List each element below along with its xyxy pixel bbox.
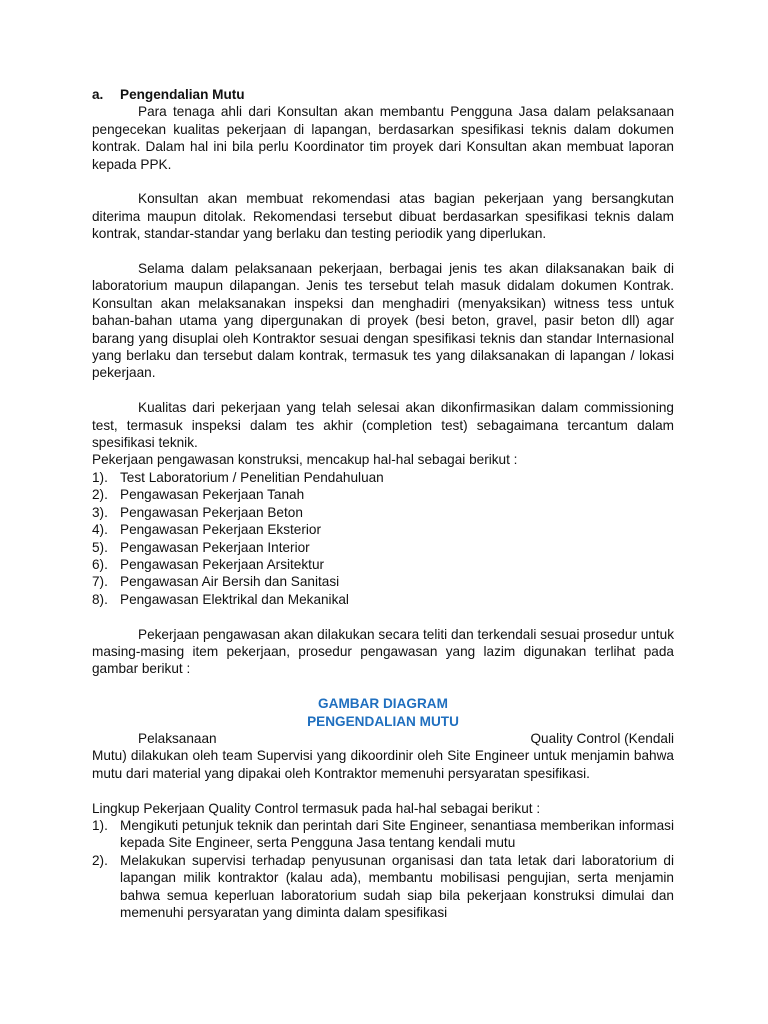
spacer — [92, 678, 674, 695]
section-letter: a. — [92, 87, 104, 102]
list-item-number: 6). — [92, 556, 108, 572]
list-item — [92, 539, 674, 556]
document-content — [92, 86, 674, 921]
list-item-text: Pengawasan Air Bersih dan Sanitasi — [120, 574, 340, 590]
quality-control-paragraph: Mutu) dilakukan oleh team Supervisi yang dikoordinir oleh Site Engineer untuk menjamin bahwa mutu dari material yang dipakai oleh Kontraktor memenuhi persyaratan spesifikasi. — [92, 748, 674, 781]
list-item-number: 3). — [92, 504, 108, 520]
section-heading — [92, 86, 674, 103]
spacer — [92, 782, 674, 799]
list-item — [92, 486, 674, 503]
list-item-number: 1). — [92, 817, 108, 833]
list-item — [92, 852, 674, 922]
list-item — [92, 504, 674, 521]
quality-control-line — [92, 730, 674, 747]
list-item-number: 2). — [92, 487, 108, 503]
list-item — [92, 556, 674, 573]
diagram-title-line-1: GAMBAR DIAGRAM — [318, 696, 448, 712]
list-item — [92, 591, 674, 608]
paragraph-5: Pekerjaan pengawasan akan dilakukan secara teliti dan terkendali sesuai prosedur untuk masing-masing item pekerjaan, prosedur pengawasan yang lazim digunakan terlihat pada gambar berikut : — [92, 626, 674, 677]
qc-line-right: Quality Control (Kendali — [530, 730, 674, 746]
list-item-text: Pengawasan Pekerjaan Tanah — [120, 487, 305, 503]
list-1-intro: Pekerjaan pengawasan konstruksi, mencakup hal-hal sebagai berikut : — [92, 452, 518, 468]
paragraph-3: Selama dalam pelaksanaan pekerjaan, berbagai jenis tes akan dilaksanakan baik di laboratorium maupun dilapangan. Jenis tes tersebut telah masuk didalam dokumen Kontrak. Konsultan akan melaksanakan inspeksi dan menghadiri (menyaksikan) witness tess untuk bahan-bahan utama yang dipergunakan di proyek (besi beton, gravel, pasir beton dll) agar barang yang disuplai oleh Kontraktor sesuai dengan spesifikasi teknis dan standar Internasional yang berlaku dan tersebut dalam kontrak, termasuk tes yang dilaksanakan di lapangan / lokasi pekerjaan. — [92, 261, 674, 381]
quality-control-scope-list — [92, 817, 674, 921]
spacer — [92, 608, 674, 625]
list-item — [92, 573, 674, 590]
supervision-list — [92, 469, 674, 608]
list-item — [92, 469, 674, 486]
section-title: Pengendalian Mutu — [120, 87, 245, 102]
list-item-text: Mengikuti petunjuk teknik dan perintah dari Site Engineer, senantiasa memberikan informasi kepada Site Engineer, serta Pengguna Jasa tentang kendali mutu — [120, 817, 674, 851]
list-item-text: Pengawasan Pekerjaan Interior — [120, 539, 310, 555]
spacer — [92, 243, 674, 260]
list-item-text: Pengawasan Elektrikal dan Mekanikal — [120, 591, 349, 607]
list-item-number: 5). — [92, 539, 108, 555]
list-item-number: 2). — [92, 852, 108, 868]
diagram-title-line-2: PENGENDALIAN MUTU — [307, 713, 459, 729]
spacer — [92, 173, 674, 190]
list-item-text: Pengawasan Pekerjaan Eksterior — [120, 522, 321, 538]
list-item-number: 1). — [92, 469, 108, 485]
list-item-text: Pengawasan Pekerjaan Arsitektur — [120, 556, 325, 572]
paragraph-4: Kualitas dari pekerjaan yang telah selesai akan dikonfirmasikan dalam commissioning test, termasuk inspeksi dalam tes akhir (completion test) sebagaimana tercantum dalam spesifikasi teknik. — [92, 400, 674, 451]
list-item-number: 4). — [92, 522, 108, 538]
paragraph-1: Para tenaga ahli dari Konsultan akan membantu Pengguna Jasa dalam pelaksanaan pengecekan kualitas pekerjaan di lapangan, berdasarkan spesifikasi teknis dalam dokumen kontrak. Dalam hal ini bila perlu Koordinator tim proyek dari Konsultan akan membuat laporan kepada PPK. — [92, 104, 674, 172]
list-item — [92, 521, 674, 538]
list-2-intro: Lingkup Pekerjaan Quality Control termasuk pada hal-hal sebagai berikut : — [92, 800, 541, 816]
list-item-number: 7). — [92, 574, 108, 590]
list-item-text: Test Laboratorium / Penelitian Pendahuluan — [120, 469, 384, 485]
list-item-number: 8). — [92, 591, 108, 607]
paragraph-2: Konsultan akan membuat rekomendasi atas bagian pekerjaan yang bersangkutan diterima maupun ditolak. Rekomendasi tersebut dibuat berdasarkan spesifikasi teknis dalam kontrak, standar-standar yang berlaku dan testing periodik yang diperlukan. — [92, 191, 674, 242]
list-item-text: Melakukan supervisi terhadap penyusunan organisasi dan tata letak dari laboratorium di lapangan milik kontraktor (kalau ada), membantu mobilisasi pengujian, serta menjamin bahwa semua keperluan laboratorium sudah siap bila pekerjaan konstruksi dimulai dan memenuhi persyaratan yang diminta dalam spesifikasi — [120, 852, 674, 920]
list-item — [92, 817, 674, 852]
spacer — [92, 382, 674, 399]
list-item-text: Pengawasan Pekerjaan Beton — [120, 504, 303, 520]
qc-line-left: Pelaksanaan — [138, 730, 217, 746]
